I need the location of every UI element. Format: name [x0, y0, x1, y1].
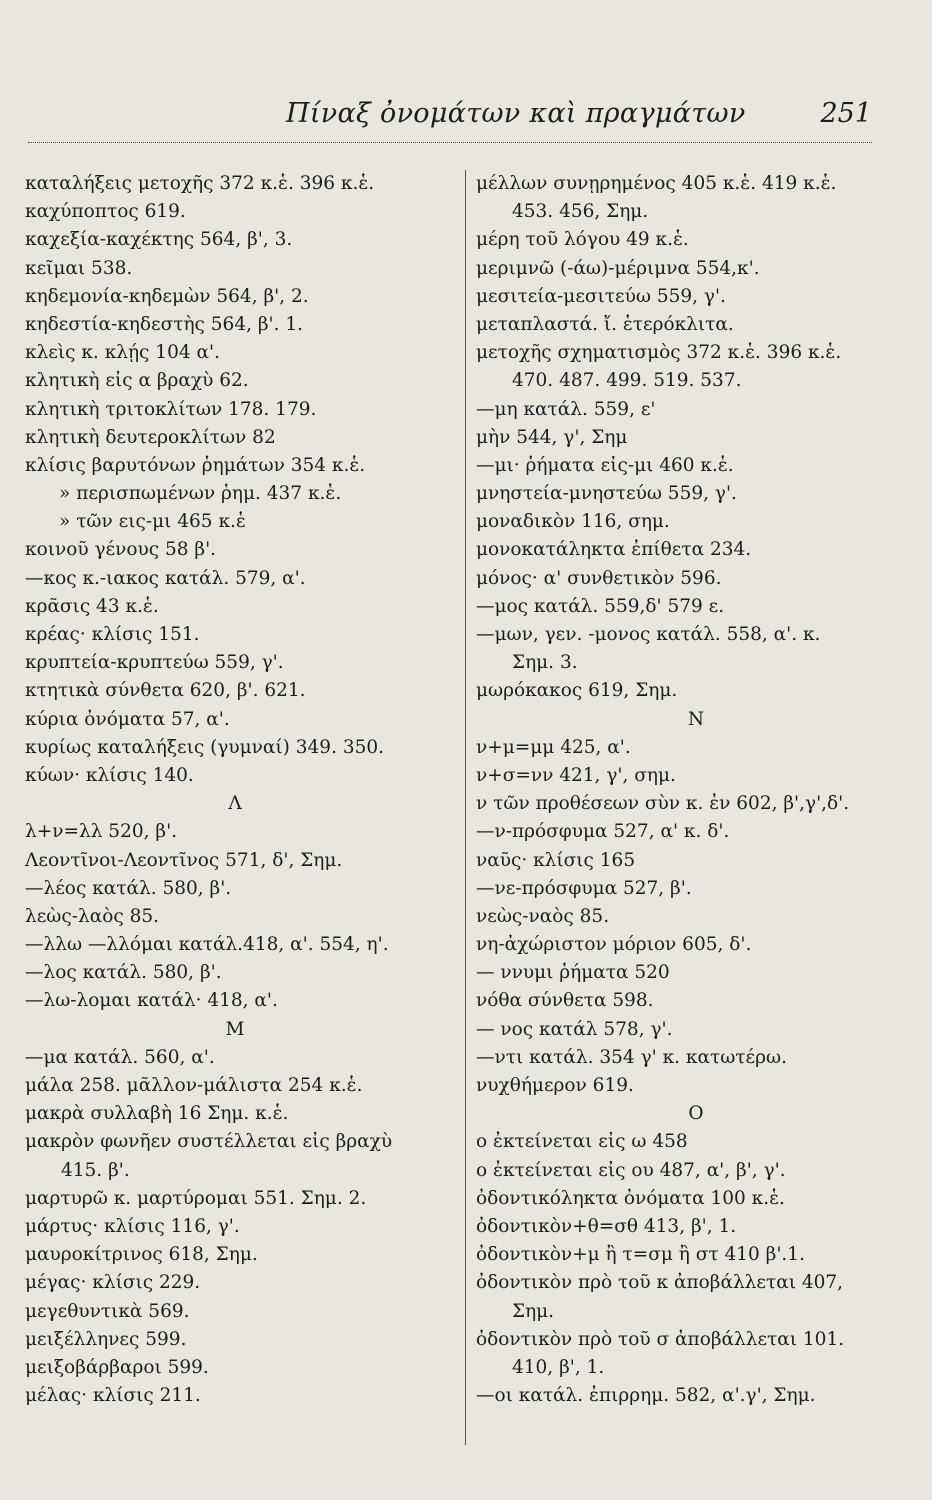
index-entry: κύρια ὀνόματα 57, α'.	[25, 708, 230, 730]
index-entry: μεταπλαστά. ἴ. ἑτερόκλιτα.	[476, 313, 734, 335]
index-entry: κλεὶς κ. κλῄς 104 α'.	[25, 342, 220, 364]
index-entry: καταλήξεις μετοχῆς 372 κ.ἑ. 396 κ.ἑ.	[25, 173, 375, 194]
index-entry: μὴν 544, γ', Σημ	[476, 426, 628, 448]
index-entry: μέρη τοῦ λόγου 49 κ.ἑ.	[476, 229, 689, 251]
index-entry: ὀδοντικὸν πρὸ τοῦ κ ἀποβάλλεται 407,	[476, 1272, 844, 1294]
index-entry: —μι· ῥήματα εἰς-μι 460 κ.ἑ.	[476, 454, 734, 476]
index-entry: —οι κατάλ. ἐπιρρημ. 582, α'.γ', Σημ.	[476, 1385, 816, 1407]
index-entry: κρυπτεία-κρυπτεύω 559, γ'.	[25, 652, 284, 674]
index-entry: μετοχῆς σχηματισμὸς 372 κ.ἑ. 396 κ.ἑ.	[476, 342, 842, 364]
page-header	[28, 98, 872, 143]
index-entry: ν+σ=νν 421, γ', σημ.	[476, 764, 676, 786]
index-entry: —μα κατάλ. 560, α'.	[25, 1046, 215, 1068]
section-letter: Ο	[688, 1103, 704, 1125]
index-entry: κλίσις βαρυτόνων ῥημάτων 354 κ.ἑ.	[25, 454, 366, 476]
index-entry: νεὼς-ναὸς 85.	[476, 905, 610, 927]
index-entry: μακρὰ συλλαβὴ 16 Σημ. κ.ἑ.	[25, 1103, 289, 1125]
index-entry: —νε-πρόσφυμα 527, β'.	[476, 877, 692, 899]
index-entry: κλητικὴ δευτεροκλίτων 82	[25, 426, 276, 448]
index-entry: μονοκατάληκτα ἐπίθετα 234.	[476, 539, 752, 561]
index-entry: — ννυμι ῥήματα 520	[476, 962, 670, 984]
page-title: Πίναξ ὀνομάτων καὶ πραγμάτων	[286, 98, 746, 129]
index-entry: κλητικὴ εἰς α βραχὺ 62.	[25, 370, 249, 392]
index-entry: κλητικὴ τριτοκλίτων 178. 179.	[25, 398, 317, 420]
index-entry: —λω-λομαι κατάλ· 418, α'.	[25, 990, 278, 1012]
index-entry: Σημ.	[512, 1300, 555, 1322]
index-entry: ν+μ=μμ 425, α'.	[476, 736, 631, 758]
index-entry: κυρίως καταλήξεις (γυμναί) 349. 350.	[25, 736, 385, 758]
index-entry: ὀδοντικὸν+θ=σθ 413, β', 1.	[476, 1215, 737, 1237]
index-entry: —μος κατάλ. 559,δ' 579 ε.	[476, 595, 725, 617]
index-entry: μαρτυρῶ κ. μαρτύρομαι 551. Σημ. 2.	[25, 1187, 367, 1209]
index-entry: κεῖμαι 538.	[25, 257, 133, 279]
index-entry: μαυροκίτρινος 618, Σημ.	[25, 1244, 258, 1266]
index-entry: » περισπωμένων ῥημ. 437 κ.ἑ.	[59, 483, 342, 505]
index-entry: μέγας· κλίσις 229.	[25, 1272, 201, 1294]
index-entry: ὀδοντικόληκτα ὀνόματα 100 κ.ἑ.	[476, 1187, 785, 1209]
index-entry: κτητικὰ σύνθετα 620, β'. 621.	[25, 680, 306, 702]
index-entry: ο ἐκτείνεται εἰς ου 487, α', β', γ'.	[476, 1159, 786, 1181]
index-entry: μέλλων συνῃρημένος 405 κ.ἑ. 419 κ.ἑ.	[476, 173, 837, 194]
index-entry: μάρτυς· κλίσις 116, γ'.	[25, 1215, 240, 1237]
index-entry: —λος κατάλ. 580, β'.	[25, 962, 222, 984]
index-entry: κηδεστία-κηδεστὴς 564, β'. 1.	[25, 313, 304, 335]
index-entry: 415. β'.	[61, 1159, 130, 1181]
index-entry: καχύποπτος 619.	[25, 201, 186, 223]
index-entry: » τῶν εις-μι 465 κ.ἑ	[59, 511, 246, 533]
index-entry: ναῦς· κλίσις 165	[476, 849, 636, 871]
index-entry: μειξέλληνες 599.	[25, 1328, 187, 1350]
index-entry: —μων, γεν. -μονος κατάλ. 558, α'. κ.	[476, 624, 821, 645]
index-entry: νόθα σύνθετα 598.	[476, 990, 654, 1012]
index-entry: ὀδοντικὸν πρὸ τοῦ σ ἀποβάλλεται 101.	[476, 1328, 845, 1350]
index-entry: ὀδοντικὸν+μ ἢ τ=σμ ἢ στ 410 β'.1.	[476, 1244, 805, 1266]
page-number: 251	[820, 98, 872, 129]
index-entry: μέλας· κλίσις 211.	[25, 1385, 201, 1407]
section-letter: Λ	[228, 793, 242, 815]
index-entry: —λλω —λλόμαι κατάλ.418, α'. 554, η'.	[25, 934, 389, 956]
index-entry: κρᾶσις 43 κ.ἑ.	[25, 595, 159, 617]
index-entry: 410, β', 1.	[512, 1356, 605, 1378]
index-entry: μεσιτεία-μεσιτεύω 559, γ'.	[476, 285, 726, 307]
index-entry: μεγεθυντικὰ 569.	[25, 1300, 190, 1322]
index-entry: —λέος κατάλ. 580, β'.	[25, 877, 232, 899]
index-entry: —μη κατάλ. 559, ε'	[476, 398, 656, 420]
index-entry: μεριμνῶ (-άω)-μέριμνα 554,κ'.	[476, 257, 760, 279]
index-entry: —κος κ.-ιακος κατάλ. 579, α'.	[25, 567, 306, 589]
index-entry: —ν-πρόσφυμα 527, α' κ. δ'.	[476, 821, 730, 843]
index-entry: κοινοῦ γένους 58 β'.	[25, 539, 217, 561]
index-entry: λ+ν=λλ 520, β'.	[25, 821, 178, 843]
index-entry: μακρὸν φωνῆεν συστέλλεται εἰς βραχὺ	[25, 1131, 393, 1153]
index-entry: Λεοντῖνοι-Λεοντῖνος 571, δ', Σημ.	[25, 849, 343, 871]
index-entry: λεὼς-λαὸς 85.	[25, 905, 160, 927]
index-entry: κύων· κλίσις 140.	[25, 764, 194, 786]
index-entry: κηδεμονία-κηδεμὼν 564, β', 2.	[25, 285, 309, 307]
index-entry: νη-ἀχώριστον μόριον 605, δ'.	[476, 934, 752, 956]
index-entry: ν τῶν προθέσεων σὺν κ. ἐν 602, β',γ',δ'.	[476, 793, 850, 815]
index-entry: μνηστεία-μνηστεύω 559, γ'.	[476, 483, 737, 505]
index-entry: μειξοβάρβαροι 599.	[25, 1356, 209, 1378]
index-column-right	[465, 170, 916, 1445]
index-entry: μάλα 258. μᾶλλον-μάλιστα 254 κ.ἑ.	[25, 1075, 363, 1096]
index-entry: μωρόκακος 619, Σημ.	[476, 680, 678, 702]
index-entry: μόνος· α' συνθετικὸν 596.	[476, 567, 722, 589]
section-letter: Ν	[687, 708, 705, 730]
index-column-left	[25, 170, 445, 1410]
index-entry: ο ἐκτείνεται εἰς ω 458	[476, 1131, 688, 1153]
index-entry: 453. 456, Σημ.	[512, 201, 649, 223]
index-entry: 470. 487. 499. 519. 537.	[512, 370, 742, 392]
index-entry: καχεξία-καχέκτης 564, β', 3.	[25, 229, 293, 251]
index-entry: μοναδικὸν 116, σημ.	[476, 511, 670, 533]
section-letter: Μ	[225, 1018, 245, 1040]
index-entry: νυχθήμερον 619.	[476, 1075, 634, 1096]
index-entry: — νος κατάλ 578, γ'.	[476, 1018, 673, 1040]
index-entry: Σημ. 3.	[512, 652, 578, 674]
index-entry: —ντι κατάλ. 354 γ' κ. κατωτέρω.	[476, 1046, 787, 1068]
index-entry: κρέας· κλίσις 151.	[25, 624, 200, 645]
